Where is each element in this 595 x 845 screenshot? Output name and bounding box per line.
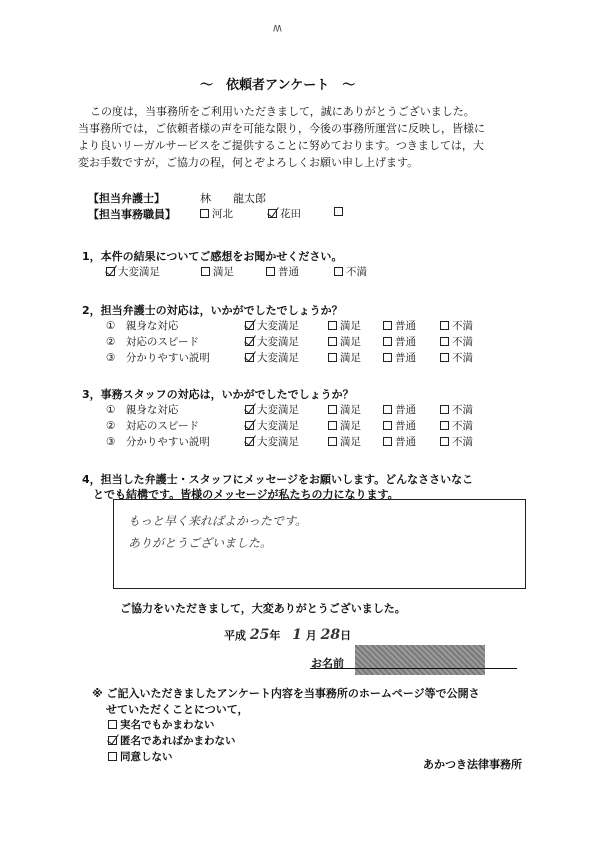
rating-label: 大変満足 — [257, 320, 299, 332]
checkbox-icon — [200, 209, 209, 218]
checkbox-icon — [328, 405, 337, 414]
date-month: 1 — [292, 627, 302, 643]
signature-line — [310, 668, 517, 669]
date-month-unit: 月 — [305, 629, 317, 642]
rating-label: 満足 — [340, 436, 361, 448]
checkbox-icon — [328, 337, 337, 346]
rating-label: 不満 — [452, 404, 473, 416]
rating-label: 不満 — [452, 320, 473, 332]
q2-item-2-option-4[interactable] — [440, 334, 473, 349]
checkbox-icon — [201, 267, 210, 276]
rating-label: 普通 — [395, 352, 416, 364]
checkbox-checked-icon — [268, 209, 277, 218]
q1-option-neutral[interactable] — [266, 264, 299, 279]
message-line-2: ありがとうございました。 — [128, 536, 273, 550]
checkbox-icon — [328, 437, 337, 446]
consent-line-2: せていただくことについて， — [106, 703, 249, 716]
q1-option-very-satisfied[interactable] — [106, 264, 160, 279]
q3-item-1-option-3[interactable] — [383, 402, 416, 417]
checkbox-icon — [266, 267, 275, 276]
q2-item-1-option-1[interactable] — [245, 318, 299, 333]
rating-label: 満足 — [340, 352, 361, 364]
clerk-option-hanada[interactable] — [268, 206, 301, 221]
rating-label: 大変満足 — [257, 420, 299, 432]
q3-item-2-option-4[interactable] — [440, 418, 473, 433]
date-era: 平成 — [224, 629, 246, 642]
q3-item-3-option-4[interactable] — [440, 434, 473, 449]
q1-option-label: 不満 — [346, 266, 367, 278]
q1-option-dissatisfied[interactable] — [334, 264, 367, 279]
message-line-1: もっと早く来ればよかったです。 — [128, 514, 308, 528]
q3-item-label: ② 対応のスピード — [106, 420, 199, 432]
checkbox-icon — [334, 267, 343, 276]
thanks-text: ご協力をいただきまして，大変ありがとうございました。 — [120, 602, 406, 615]
checkbox-icon — [383, 437, 392, 446]
redacted-name — [355, 645, 485, 675]
q2-item-2-option-1[interactable] — [245, 334, 299, 349]
rating-label: 普通 — [395, 320, 416, 332]
rating-label: 普通 — [395, 420, 416, 432]
consent-option-label: 同意しない — [120, 751, 173, 763]
rating-label: 大変満足 — [257, 404, 299, 416]
checkbox-icon — [383, 337, 392, 346]
checkbox-icon — [328, 421, 337, 430]
checkbox-icon — [440, 421, 449, 430]
checkbox-checked-icon — [108, 736, 117, 745]
q3-item-label: ③ 分かりやすい説明 — [106, 436, 210, 448]
q3-item-2-option-2[interactable] — [328, 418, 361, 433]
firm-name: あかつき法律事務所 — [423, 758, 522, 771]
consent-line-1: ※ ご記入いただきましたアンケート内容を当事務所のホームページ等で公開さ — [92, 687, 480, 700]
checkbox-icon — [328, 321, 337, 330]
q2-question: 2，担当弁護士の対応は，いかがでしたでしょうか？ — [82, 304, 343, 317]
message-box[interactable] — [113, 499, 526, 589]
checkbox-icon — [328, 353, 337, 362]
date-line — [224, 627, 351, 643]
date-year-unit: 年 — [269, 629, 281, 642]
intro-line-2: 当事務所では，ご依頼者様の声を可能な限り，今後の事務所運営に反映し，皆様に — [78, 122, 485, 135]
q3-item-1-option-4[interactable] — [440, 402, 473, 417]
consent-option-label: 実名でもかまわない — [120, 719, 215, 731]
checkbox-checked-icon — [245, 421, 254, 430]
q3-item-3-option-2[interactable] — [328, 434, 361, 449]
rating-label: 普通 — [395, 404, 416, 416]
consent-option-label: 匿名であればかまわない — [120, 735, 236, 747]
checkbox-checked-icon — [245, 405, 254, 414]
rating-label: 不満 — [452, 352, 473, 364]
checkbox-checked-icon — [245, 437, 254, 446]
q3-question: 3，事務スタッフの対応は，いかがでしたでしょうか？ — [82, 388, 354, 401]
q3-item-2-option-3[interactable] — [383, 418, 416, 433]
rating-label: 不満 — [452, 436, 473, 448]
q2-item-3-option-3[interactable] — [383, 350, 416, 365]
q2-item-1-option-2[interactable] — [328, 318, 361, 333]
page-title: ～ 依頼者アンケート ～ — [200, 78, 356, 93]
intro-line-1: この度は，当事務所をご利用いただきまして，誠にありがとうございました。 — [90, 105, 475, 118]
q3-item-label: ① 親身な対応 — [106, 404, 179, 416]
date-day-unit: 日 — [340, 629, 352, 642]
lawyer-label: 【担当弁護士】 — [88, 192, 165, 205]
rating-label: 不満 — [452, 336, 473, 348]
checkbox-checked-icon — [106, 267, 115, 276]
q4-question-line-2: とでも結構です。皆様のメッセージが私たちの力になります。 — [93, 488, 399, 501]
checkbox-icon — [440, 321, 449, 330]
checkbox-checked-icon — [245, 353, 254, 362]
q2-item-3-option-4[interactable] — [440, 350, 473, 365]
checkbox-icon — [440, 353, 449, 362]
clerk-label: 【担当事務職員】 — [88, 208, 176, 221]
q1-option-label: 普通 — [278, 266, 299, 278]
consent-option-real-name[interactable] — [108, 717, 215, 732]
rating-label: 満足 — [340, 336, 361, 348]
rating-label: 大変満足 — [257, 336, 299, 348]
rating-label: 普通 — [395, 336, 416, 348]
q3-item-3-option-1[interactable] — [245, 434, 299, 449]
rating-label: 満足 — [340, 320, 361, 332]
checkbox-icon — [440, 437, 449, 446]
checkbox-icon — [440, 337, 449, 346]
checkbox-icon — [383, 405, 392, 414]
date-year: 25 — [249, 627, 270, 643]
clerk-option-label: 花田 — [280, 208, 301, 220]
rating-label: 普通 — [395, 436, 416, 448]
checkbox-icon — [334, 207, 343, 216]
q2-item-2-option-2[interactable] — [328, 334, 361, 349]
rating-label: 満足 — [340, 420, 361, 432]
q3-item-2-option-1[interactable] — [245, 418, 299, 433]
q3-item-1-option-1[interactable] — [245, 402, 299, 417]
clerk-option-kawakita[interactable] — [200, 206, 233, 221]
date-day: 28 — [320, 627, 341, 643]
q2-item-label: ① 親身な対応 — [106, 320, 179, 332]
checkbox-checked-icon — [245, 337, 254, 346]
lawyer-name: 林 龍太郎 — [200, 192, 266, 205]
q4-question-line-1: 4，担当した弁護士・スタッフにメッセージをお願いします。どんなささいなこ — [82, 473, 474, 486]
intro-line-4: 変お手数ですが，ご協力の程，何とぞよろしくお願い申し上げます。 — [78, 156, 419, 169]
q2-item-label: ② 対応のスピード — [106, 336, 199, 348]
q2-item-3-option-1[interactable] — [245, 350, 299, 365]
checkbox-icon — [383, 353, 392, 362]
checkbox-icon — [440, 405, 449, 414]
rating-label: 満足 — [340, 404, 361, 416]
q2-item-2-option-3[interactable] — [383, 334, 416, 349]
q1-option-label: 満足 — [213, 266, 234, 278]
checkbox-checked-icon — [245, 321, 254, 330]
checkbox-icon — [383, 321, 392, 330]
q3-item-1-option-2[interactable] — [328, 402, 361, 417]
intro-line-3: より良いリーガルサービスをご提供することに努めております。つきましては，大 — [78, 139, 484, 152]
consent-option-disagree[interactable] — [108, 749, 173, 764]
name-label: お名前 — [311, 657, 344, 670]
q1-question: 1，本件の結果についてご感想をお聞かせください。 — [82, 250, 343, 263]
checkbox-icon — [108, 720, 117, 729]
q2-item-label: ③ 分かりやすい説明 — [106, 352, 210, 364]
q2-item-3-option-2[interactable] — [328, 350, 361, 365]
rating-label: 大変満足 — [257, 436, 299, 448]
q2-item-1-option-3[interactable] — [383, 318, 416, 333]
checkbox-icon — [108, 752, 117, 761]
clerk-option-label: 河北 — [212, 208, 233, 220]
q1-option-label: 大変満足 — [118, 266, 160, 278]
consent-option-anonymous[interactable] — [108, 733, 236, 748]
q2-item-1-option-4[interactable] — [440, 318, 473, 333]
clerk-option-blank[interactable] — [334, 206, 346, 218]
checkbox-icon — [383, 421, 392, 430]
rating-label: 不満 — [452, 420, 473, 432]
rating-label: 大変満足 — [257, 352, 299, 364]
q3-item-3-option-3[interactable] — [383, 434, 416, 449]
q1-option-satisfied[interactable] — [201, 264, 234, 279]
corner-mark: W — [273, 22, 282, 32]
